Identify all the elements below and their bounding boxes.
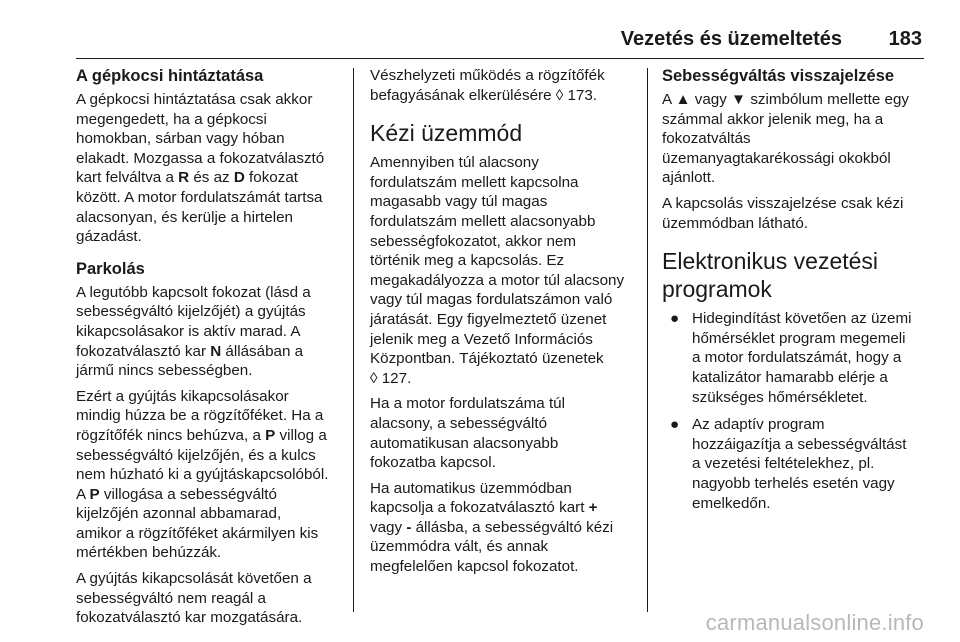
paragraph-emergency: Vészhelyzeti működés a rögzítőfék befagyásának elkerülésére ◊ 173. <box>370 67 605 104</box>
column-right <box>662 66 930 521</box>
paragraph-manual-3: Ha automatikus üzemmódban kapcsolja a fokozatválasztó kart + vagy - állásba, a sebességváltó kézi üzemmódra vált, és annak megfelelően kapcsol fokozatot. <box>370 479 614 576</box>
watermark: carmanualsonline.info <box>705 610 924 635</box>
paragraph-parking-2: Ezért a gyújtás kikapcsolásakor mindig húzza be a rögzítőféket. Ha a rögzítőfék nincs behúzva, a P villog a sebességváltó kijelzőjén, és a kulcs nem húzható ki a gyújtáskapcsolóból. A P villogása a sebességváltó kijelzőjén azonnal abbamarad, amikor a rögzítőféket akármilyen kis mértékben behúzzák. <box>76 387 329 562</box>
list-item: ● Az adaptív program hozzáigazítja a sebességváltást a vezetési feltételekhez, pl. nagyobb terhelés esetén vagy emelkedőn. <box>670 416 907 512</box>
chapter-title: Vezetés és üzemeltetés <box>620 28 842 50</box>
paragraph-shift-2: A kapcsolás visszajelzése csak kézi üzemmódban látható. <box>662 194 904 232</box>
paragraph-shift-1: A ▲ vagy ▼ szimbólum mellette egy számmal akkor jelenik meg, ha a fokozatváltás üzemanyagtakarékossági okokból ajánlott. <box>662 91 909 187</box>
column-divider-left <box>353 68 354 612</box>
section-title-electronic-programs: Elektronikus vezetési programok <box>662 248 879 303</box>
section-title-shift-indicator: Sebességváltás visszajelzése <box>662 67 895 85</box>
section-title-parking: Parkolás <box>76 259 145 278</box>
column-middle <box>370 66 638 583</box>
page-header <box>76 26 924 59</box>
section-title-manual-mode: Kézi üzemmód <box>370 120 523 147</box>
paragraph-parking-3: A gyújtás kikapcsolását követően a sebességváltó nem reagál a fokozatválasztó kar mozgatására. <box>76 570 312 627</box>
paragraph-manual-2: Ha a motor fordulatszáma túl alacsony, a sebességváltó automatikusan alacsonyabb fokozatba kapcsol. <box>370 395 565 472</box>
paragraph-parking-1: A legutóbb kapcsolt fokozat (lásd a sebességváltó kijelzőjét) a gyújtás kikapcsolásakor is aktív marad. A fokozatválasztó kar N állásában a jármű nincs sebességben. <box>76 283 311 380</box>
paragraph-manual-1: Amennyiben túl alacsony fordulatszám mellett kapcsolna magasabb vagy túl magas fordulatszám mellett alacsonyabb sebességfokozatot, akkor nem történik meg a kapcsolás. Ez megakadályozza a motor túl alacsony vagy túl magas fordulatszámon való járatását. Egy figyelmeztető üzenet jelenik meg a Vezető Információs Központban. Tájékoztató üzenetek ◊ 127. <box>370 154 625 387</box>
paragraph-rocking: A gépkocsi hintáztatása csak akkor megengedett, ha a gépkocsi homokban, sárban vagy hóban elakadt. Mozgassa a fokozatválasztó kart felváltva a R és az D fokozat között. A motor fordulatszámát tartsa alacsonyan, és kerülje a hirtelen gázadást. <box>76 91 325 246</box>
column-left <box>76 66 346 634</box>
program-list <box>662 309 930 513</box>
bullet-icon: ● <box>670 310 680 328</box>
column-divider-right <box>647 68 648 612</box>
bullet-icon: ● <box>670 416 680 434</box>
section-title-rocking: A gépkocsi hintáztatása <box>76 67 264 85</box>
list-item: ● Hidegindítást követően az üzemi hőmérséklet program megemeli a motor fordulatszámát, hogy a katalizátor hamarabb elérje a szükséges hőmérsékletet. <box>670 310 912 406</box>
page-number: 183 <box>888 28 922 50</box>
